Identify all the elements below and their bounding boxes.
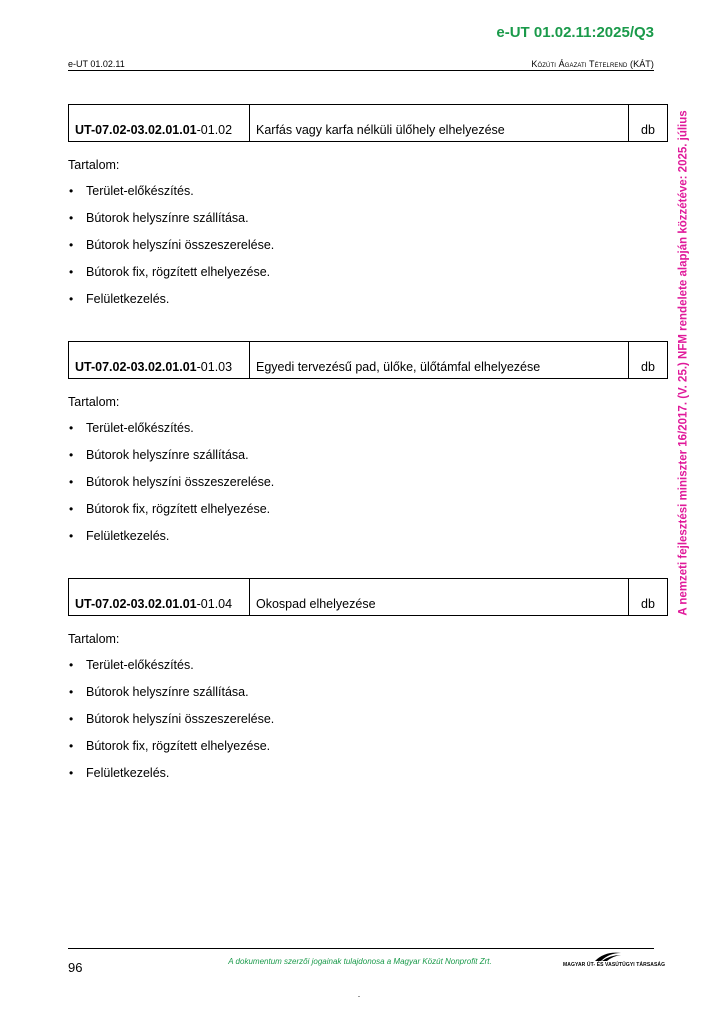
item-title-cell: Egyedi tervezésű pad, ülőke, ülőtámfal elhelyezése xyxy=(250,342,629,379)
content-list xyxy=(68,658,670,781)
item-table xyxy=(68,578,668,616)
item-unit-cell: db xyxy=(629,342,668,379)
list-item: • Bútorok helyszíni összeszerelése. xyxy=(68,238,670,253)
list-item: • Bútorok fix, rögzített elhelyezése. xyxy=(68,502,670,517)
side-publication-note-text: A nemzeti fejlesztési miniszter 16/2017. (V. 25.) NFM rendelete alapján közzétéve: 2025. július xyxy=(678,110,691,616)
header-left-code: e-UT 01.02.11 xyxy=(68,59,125,69)
list-item: • Bútorok helyszínre szállítása. xyxy=(68,685,670,700)
content-label: Tartalom: xyxy=(68,632,120,646)
item-section xyxy=(68,341,670,544)
list-item: • Bútorok helyszínre szállítása. xyxy=(68,211,670,226)
content-list xyxy=(68,421,670,544)
society-logo xyxy=(563,950,666,970)
list-item: • Felületkezelés. xyxy=(68,766,670,781)
item-code-cell xyxy=(69,342,250,379)
table-row xyxy=(69,342,668,379)
item-title-cell: Okospad elhelyezése xyxy=(250,579,629,616)
document-code: e-UT 01.02.11:2025/Q3 xyxy=(496,24,654,41)
item-unit-cell: db xyxy=(629,579,668,616)
logo-text: MAGYAR ÚT- ÉS VASÚTÜGYI TÁRSASÁG xyxy=(563,962,666,968)
list-item: • Terület-előkészítés. xyxy=(68,421,670,436)
list-item: • Felületkezelés. xyxy=(68,529,670,544)
list-item: • Terület-előkészítés. xyxy=(68,658,670,673)
table-row xyxy=(69,105,668,142)
table-row xyxy=(69,579,668,616)
list-item: • Bútorok helyszíni összeszerelése. xyxy=(68,712,670,727)
item-code-rest: -01.02 xyxy=(196,123,233,137)
list-item: • Bútorok helyszíni összeszerelése. xyxy=(68,475,670,490)
list-item: • Bútorok fix, rögzített elhelyezése. xyxy=(68,265,670,280)
item-code-bold: UT-07.02-03.02.01.01 xyxy=(75,597,197,611)
road-logo-icon xyxy=(593,950,623,962)
item-table xyxy=(68,104,668,142)
content-label: Tartalom: xyxy=(68,158,120,172)
item-code-bold: UT-07.02-03.02.01.01 xyxy=(75,123,197,137)
list-item: • Felületkezelés. xyxy=(68,292,670,307)
content-list xyxy=(68,184,670,307)
stray-mark xyxy=(358,996,360,997)
item-code-bold: UT-07.02-03.02.01.01 xyxy=(75,360,197,374)
page-number: 96 xyxy=(68,960,83,975)
list-item: • Bútorok fix, rögzített elhelyezése. xyxy=(68,739,670,754)
item-unit-cell: db xyxy=(629,105,668,142)
item-code-cell xyxy=(69,105,250,142)
item-title-cell: Karfás vagy karfa nélküli ülőhely elhelyezése xyxy=(250,105,629,142)
list-item: • Bútorok helyszínre szállítása. xyxy=(68,448,670,463)
footer-divider xyxy=(68,948,654,949)
item-code-cell xyxy=(69,579,250,616)
item-section xyxy=(68,578,670,781)
header-divider xyxy=(68,70,654,71)
side-publication-note xyxy=(674,96,694,630)
content-label: Tartalom: xyxy=(68,395,120,409)
header-right-title: Közúti Ágazati Tételrend (KÁT) xyxy=(531,59,654,69)
list-item: • Terület-előkészítés. xyxy=(68,184,670,199)
item-code-rest: -01.04 xyxy=(196,597,233,611)
item-table xyxy=(68,341,668,379)
copyright-notice: A dokumentum szerzői jogainak tulajdonosa a Magyar Közút Nonprofit Zrt. xyxy=(228,957,492,966)
item-code-rest: -01.03 xyxy=(196,360,233,374)
item-section xyxy=(68,104,670,307)
